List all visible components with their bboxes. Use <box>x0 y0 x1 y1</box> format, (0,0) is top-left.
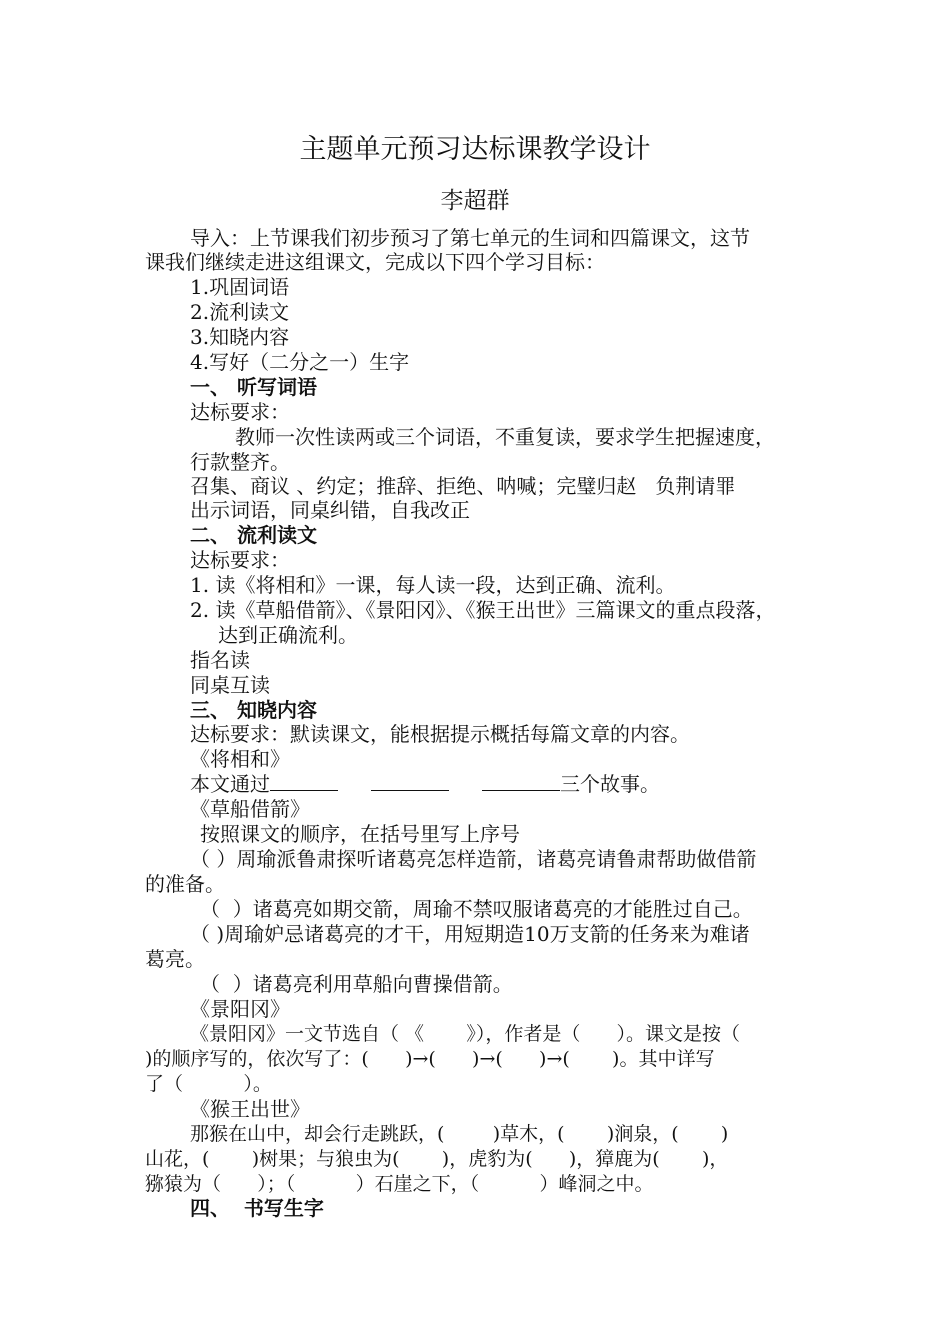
ordering-item-2: （ ）诸葛亮如期交箭，周瑜不禁叹服诸葛亮的才能胜过自己。 <box>200 897 753 921</box>
jingyanggang-line-3: 了（ ）。 <box>145 1073 272 1095</box>
jingyanggang-line-1: 《景阳冈》一文节选自（ 《 》），作者是（ ）。课文是按（ <box>190 1023 741 1045</box>
fill-suffix: 三个故事。 <box>560 772 660 796</box>
lesson-title-caochuanjiejian: 《草船借箭》 <box>190 797 310 821</box>
requirement-label: 达标要求： <box>190 548 290 572</box>
reading-item-1: 1. 读《将相和》一课，每人读一段，达到正确、流利。 <box>190 573 676 597</box>
ordering-item-3-cont: 葛亮。 <box>145 947 205 971</box>
houwangchushi-line-3: 猕猿为（ ）；（ ）石崖之下，（ ）峰洞之中。 <box>145 1173 654 1195</box>
intro-line-2: 课我们继续走进这组课文，完成以下四个学习目标： <box>145 250 605 274</box>
answer-blank <box>270 772 338 791</box>
goal-item: 4.写好（二分之一）生字 <box>190 350 410 374</box>
content-requirement: 达标要求：默读课文，能根据提示概括每篇文章的内容。 <box>190 722 690 746</box>
section-heading-dictation: 一、 听写词语 <box>190 375 317 399</box>
ordering-item-1: （ ）周瑜派鲁肃探听诸葛亮怎样造箭，诸葛亮请鲁肃帮助做借箭 <box>190 847 757 871</box>
reading-item-2: 2. 读《草船借箭》、《景阳冈》、《猴王出世》三篇课文的重点段落， <box>190 598 776 622</box>
reading-item-2-cont: 达到正确流利。 <box>218 623 358 647</box>
answer-blank <box>371 772 449 791</box>
section-heading-content: 三、 知晓内容 <box>190 698 317 722</box>
dictation-words: 召集、商议 、约定；推辞、拒绝、呐喊；完璧归赵 负荆请罪 <box>190 474 736 498</box>
section-heading-reading: 二、 流利读文 <box>190 523 317 547</box>
reading-method-2: 同桌互读 <box>190 673 270 697</box>
houwangchushi-line-2: 山花，( )树果；与狼虫为( )，虎豹为( )，獐鹿为( )， <box>145 1148 729 1170</box>
dictation-note: 出示词语，同桌纠错，自我改正 <box>190 498 470 522</box>
requirement-text-2: 行款整齐。 <box>190 450 290 474</box>
goal-item: 3.知晓内容 <box>190 325 290 349</box>
lesson-title-jiangxianghe: 《将相和》 <box>190 747 290 771</box>
ordering-item-3: （ )周瑜妒忌诸葛亮的才干，用短期造10万支箭的任务来为难诸 <box>190 922 750 946</box>
reading-method-1: 指名读 <box>190 648 250 672</box>
jiangxianghe-fill-line <box>190 772 660 796</box>
goal-item: 1.巩固词语 <box>190 275 290 299</box>
ordering-instruction: 按照课文的顺序，在括号里写上序号 <box>200 822 520 846</box>
requirement-text-1: 教师一次性读两或三个词语，不重复读，要求学生把握速度， <box>235 425 775 449</box>
answer-blank <box>482 772 560 791</box>
goal-item: 2.流利读文 <box>190 300 290 324</box>
lesson-title-jingyanggang: 《景阳冈》 <box>190 997 290 1021</box>
fill-prefix: 本文通过 <box>190 772 270 796</box>
intro-line-1: 导入：上节课我们初步预习了第七单元的生词和四篇课文，这节 <box>190 226 750 250</box>
jingyanggang-line-2: )的顺序写的，依次写了：( )→( )→( )→( )。其中详写 <box>145 1048 715 1070</box>
lesson-title-houwangchushi: 《猴王出世》 <box>190 1097 310 1121</box>
section-heading-writing: 四、 书写生字 <box>190 1196 324 1220</box>
ordering-item-4: （ ）诸葛亮利用草船向曹操借箭。 <box>200 972 513 996</box>
requirement-label: 达标要求： <box>190 400 290 424</box>
houwangchushi-line-1: 那猴在山中，却会行走跳跃，( )草木，( )涧泉，( ) <box>190 1123 729 1145</box>
document-title: 主题单元预习达标课教学设计 <box>299 134 651 165</box>
author-name: 李超群 <box>440 188 510 214</box>
ordering-item-1-cont: 的准备。 <box>145 872 225 896</box>
